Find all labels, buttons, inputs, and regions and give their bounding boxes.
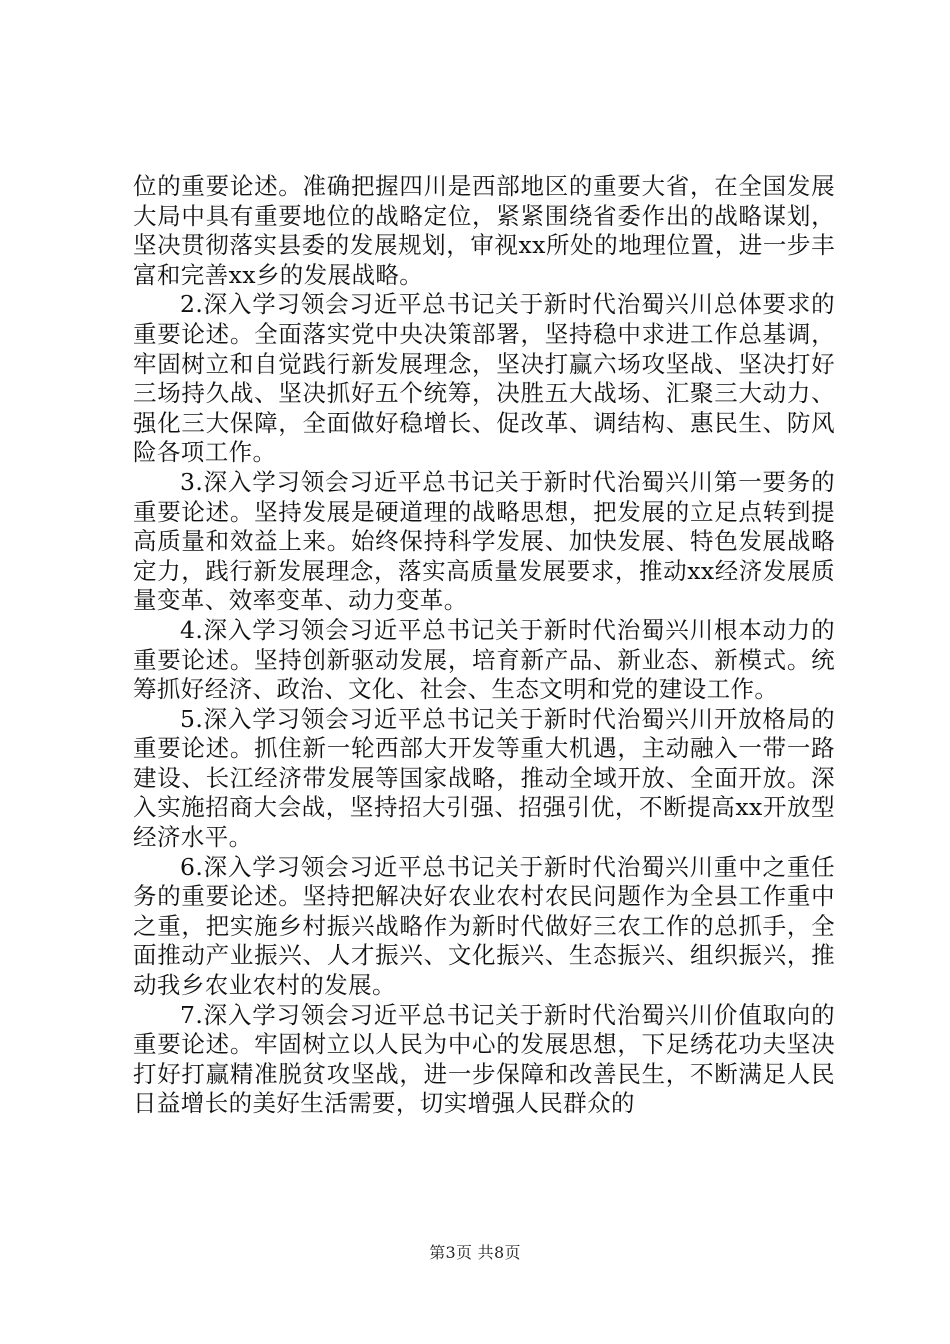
- document-body: [133, 172, 835, 1119]
- paragraph-item-7: 7.深入学习领会习近平总书记关于新时代治蜀兴川价值取向的重要论述。牢固树立以人民为中心的发展思想，下足绣花功夫坚决打好打赢精准脱贫攻坚战，进一步保障和改善民生，不断满足人民日益增长的美好生活需要，切实增强人民群众的: [133, 1000, 835, 1118]
- paragraph-item-5: 5.深入学习领会习近平总书记关于新时代治蜀兴川开放格局的重要论述。抓住新一轮西部大开发等重大机遇，主动融入一带一路建设、长江经济带发展等国家战略，推动全域开放、全面开放。深入实施招商大会战，坚持招大引强、招强引优，不断提高xx开放型经济水平。: [133, 704, 835, 852]
- paragraph-item-3: 3.深入学习领会习近平总书记关于新时代治蜀兴川第一要务的重要论述。坚持发展是硬道理的战略思想，把发展的立足点转到提高质量和效益上来。始终保持科学发展、加快发展、特色发展战略定力，践行新发展理念，落实高质量发展要求，推动xx经济发展质量变革、效率变革、动力变革。: [133, 467, 835, 615]
- paragraph-item-2: 2.深入学习领会习近平总书记关于新时代治蜀兴川总体要求的重要论述。全面落实党中央决策部署，坚持稳中求进工作总基调，牢固树立和自觉践行新发展理念，坚决打赢六场攻坚战、坚决打好三场持久战、坚决抓好五个统筹，决胜五大战场、汇聚三大动力、强化三大保障，全面做好稳增长、促改革、调结构、惠民生、防风险各项工作。: [133, 290, 835, 467]
- paragraph-continuation: 位的重要论述。准确把握四川是西部地区的重要大省，在全国发展大局中具有重要地位的战略定位，紧紧围绕省委作出的战略谋划，坚决贯彻落实县委的发展规划，审视xx所处的地理位置，进一步丰富和完善xx乡的发展战略。: [133, 172, 835, 289]
- paragraph-item-4: 4.深入学习领会习近平总书记关于新时代治蜀兴川根本动力的重要论述。坚持创新驱动发展，培育新产品、新业态、新模式。统筹抓好经济、政治、文化、社会、生态文明和党的建设工作。: [133, 615, 835, 704]
- page-footer: 第3页 共8页: [429, 1243, 521, 1262]
- paragraph-item-6: 6.深入学习领会习近平总书记关于新时代治蜀兴川重中之重任务的重要论述。坚持把解决好农业农村农民问题作为全县工作重中之重，把实施乡村振兴战略作为新时代做好三农工作的总抓手，全面推动产业振兴、人才振兴、文化振兴、生态振兴、组织振兴，推动我乡农业农村的发展。: [133, 852, 835, 1000]
